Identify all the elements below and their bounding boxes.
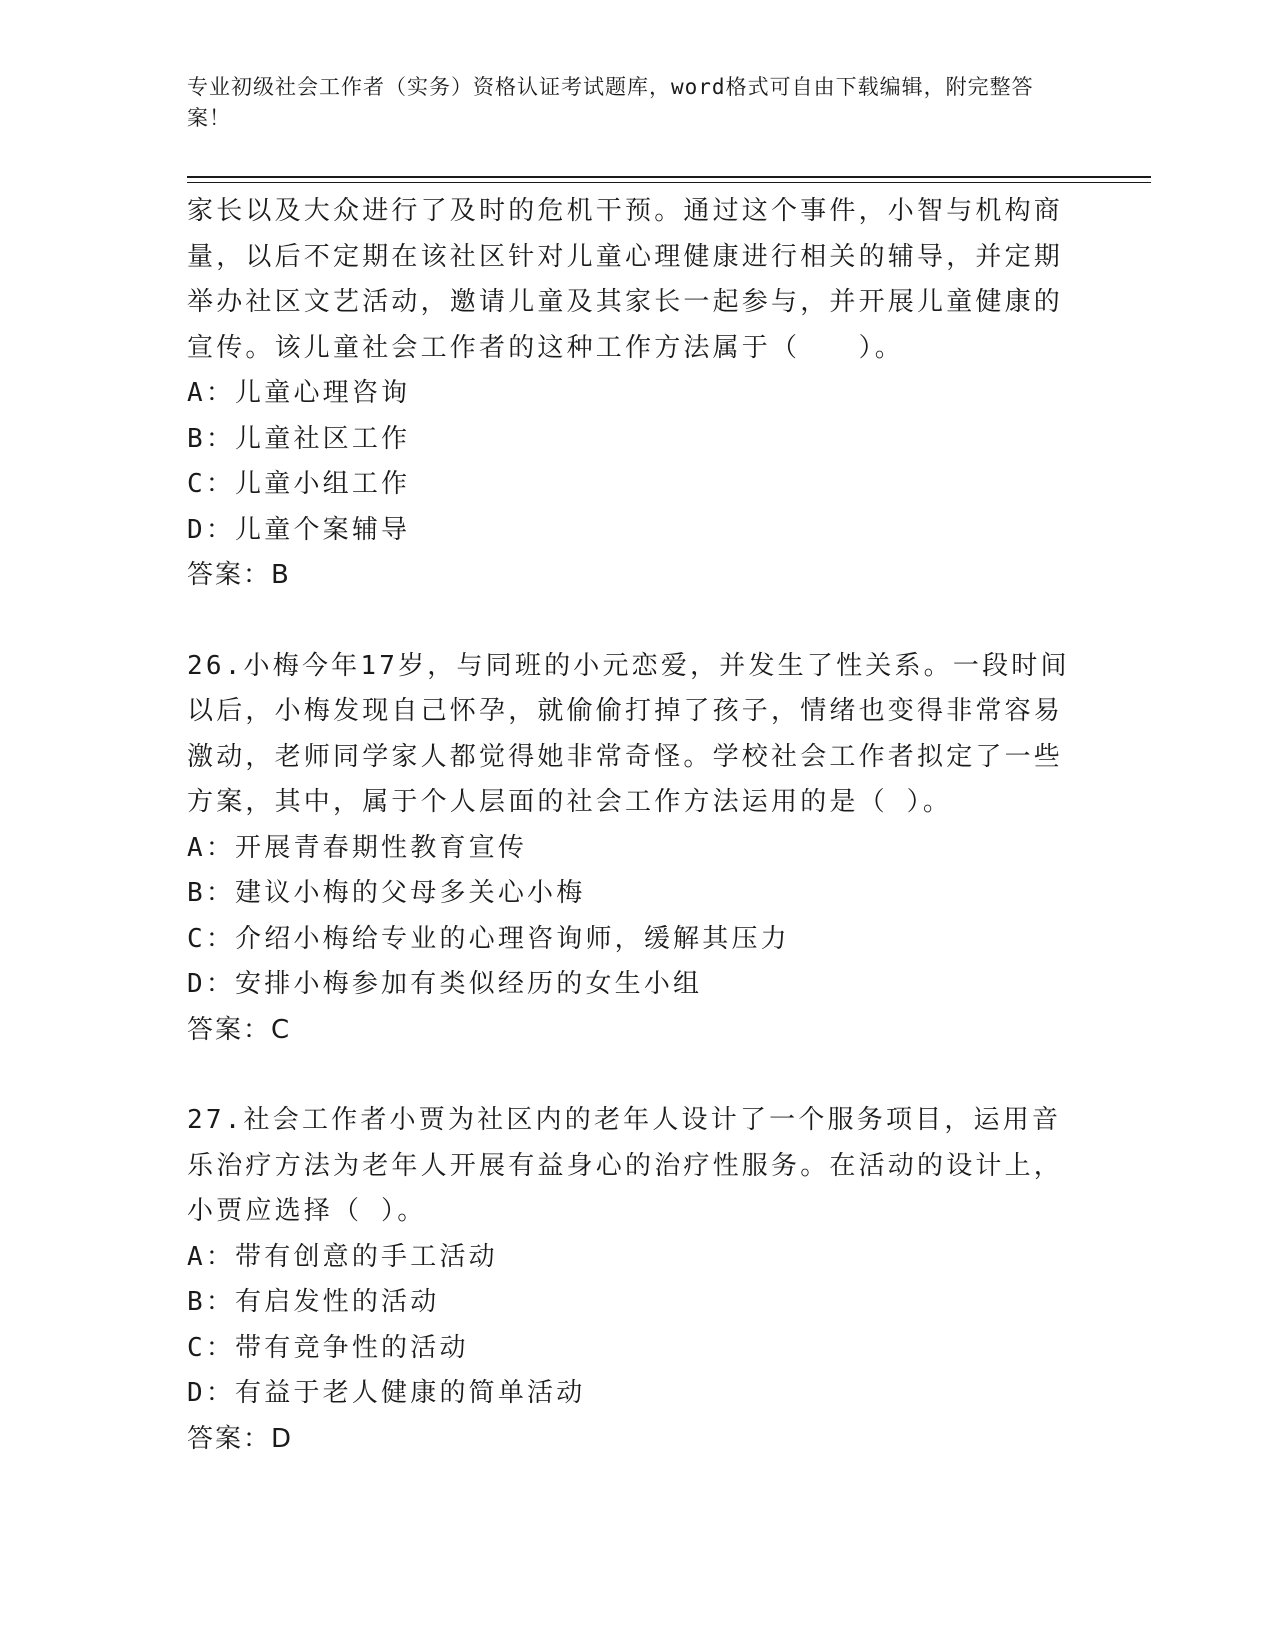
question-content	[187, 189, 1077, 1462]
question-25-continuation	[187, 189, 1077, 599]
question-text: 家长以及大众进行了及时的危机干预。通过这个事件，小智与机构商量，以后不定期在该社区针对儿童心理健康进行相关的辅导，并定期举办社区文艺活动，邀请儿童及其家长一起参与，并开展儿童健康的宣传。该儿童社会工作者的这种工作方法属于（ ）。	[187, 196, 1064, 363]
answer-line: 答案：C	[187, 1014, 292, 1045]
option-a: A：儿童心理咨询	[187, 378, 411, 408]
answer-line: 答案：B	[187, 560, 291, 590]
page-header: 专业初级社会工作者（实务）资格认证考试题库，word格式可自由下载编辑，附完整答案！	[187, 75, 1034, 130]
answer-line: 答案：D	[187, 1423, 294, 1454]
option-c: C：介绍小梅给专业的心理咨询师，缓解其压力	[187, 923, 790, 954]
option-b: B：有启发性的活动	[187, 1287, 440, 1317]
header-rule-thin	[187, 182, 1151, 183]
option-a: A：开展青春期性教育宣传	[187, 832, 528, 863]
header-rule-thick	[187, 176, 1151, 178]
option-c: C：儿童小组工作	[187, 469, 411, 499]
option-d: D：安排小梅参加有类似经历的女生小组	[187, 969, 703, 999]
question-27	[187, 1098, 1077, 1462]
option-d: D：有益于老人健康的简单活动	[187, 1378, 586, 1408]
question-text: 27.社会工作者小贾为社区内的老年人设计了一个服务项目，运用音乐治疗方法为老年人开展有益身心的治疗性服务。在活动的设计上，小贾应选择（ ）。	[187, 1105, 1064, 1226]
option-d: D：儿童个案辅导	[187, 514, 411, 545]
option-b: B：建议小梅的父母多关心小梅	[187, 878, 586, 908]
question-text: 26.小梅今年17岁，与同班的小元恋爱，并发生了性关系。一段时间以后，小梅发现自己怀孕，就偷偷打掉了孩子，情绪也变得非常容易激动，老师同学家人都觉得她非常奇怪。学校社会工作者拟定了一些方案，其中，属于个人层面的社会工作方法运用的是（ ）。	[187, 650, 1070, 817]
option-a: A：带有创意的手工活动	[187, 1241, 498, 1272]
option-b: B：儿童社区工作	[187, 423, 411, 454]
question-26	[187, 644, 1077, 1054]
option-c: C：带有竞争性的活动	[187, 1332, 469, 1363]
